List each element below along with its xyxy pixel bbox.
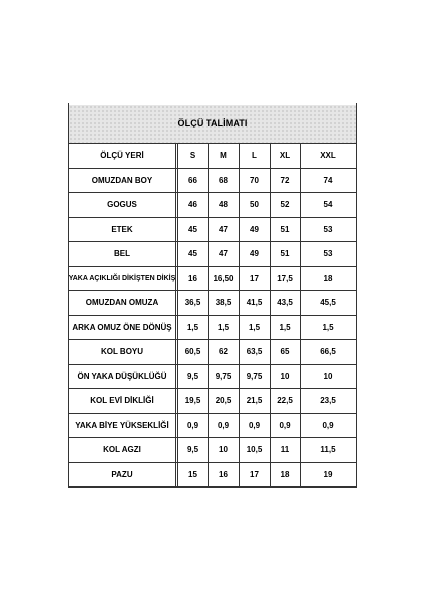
cell-size-s: 36,5 <box>184 298 201 308</box>
cell-size-xl: 52 <box>280 200 290 210</box>
cell-size-m: 47 <box>219 249 228 259</box>
cell-size-xxl: 53 <box>323 249 333 259</box>
cell-size-s: 0,9 <box>186 420 199 430</box>
column-divider <box>300 144 301 487</box>
cell-size-xxl: 74 <box>323 175 333 185</box>
column-divider <box>208 144 209 487</box>
cell-size-m: 9,75 <box>215 371 232 381</box>
table-row <box>69 267 356 292</box>
table-row <box>69 316 356 341</box>
cell-size-point: KOL EVİ DİKLİĞİ <box>90 396 154 406</box>
cell-size-l: 50 <box>250 200 259 210</box>
header-size-xl: XL <box>279 151 291 161</box>
header-size-point: ÖLÇÜ YERİ <box>100 151 144 161</box>
cell-size-xxl: 11,5 <box>320 445 336 455</box>
cell-size-xl: 43,5 <box>277 298 293 308</box>
cell-size-point: GOGUS <box>107 200 137 210</box>
cell-size-point: OMUZDAN BOY <box>91 175 153 185</box>
cell-size-l: 9,75 <box>246 371 263 381</box>
cell-size-m: 16,50 <box>213 273 234 283</box>
column-divider <box>239 144 240 487</box>
cell-size-xl: 0,9 <box>279 420 291 430</box>
cell-size-s: 19,5 <box>184 396 201 406</box>
cell-size-s: 1,5 <box>186 322 199 332</box>
cell-size-s: 46 <box>188 200 197 210</box>
cell-size-xxl: 10 <box>323 371 333 381</box>
cell-size-m: 10 <box>219 445 228 455</box>
cell-size-xxl: 45,5 <box>320 298 336 308</box>
cell-size-xxl: 0,9 <box>322 420 334 430</box>
cell-size-xxl: 66,5 <box>320 347 336 357</box>
header-row <box>69 144 356 169</box>
cell-size-m: 47 <box>219 224 228 234</box>
cell-size-m: 38,5 <box>215 298 232 308</box>
cell-size-point: BEL <box>114 249 130 259</box>
cell-size-s: 45 <box>188 224 197 234</box>
table-row <box>69 169 356 194</box>
cell-size-xl: 11 <box>280 445 290 455</box>
header-size-m: M <box>220 151 227 161</box>
cell-size-xxl: 23,5 <box>320 396 336 406</box>
header-size-s: S <box>189 151 196 161</box>
table-row <box>69 242 356 267</box>
cell-size-l: 70 <box>250 175 259 185</box>
header-size-xxl: XXL <box>320 151 336 161</box>
size-chart-table <box>68 103 357 488</box>
cell-size-m: 62 <box>219 347 228 357</box>
cell-size-xl: 51 <box>280 224 290 234</box>
cell-size-l: 49 <box>250 249 259 259</box>
cell-size-xxl: 53 <box>323 224 333 234</box>
cell-size-m: 1,5 <box>217 322 230 332</box>
cell-size-point: OMUZDAN OMUZA <box>85 298 159 308</box>
cell-size-l: 49 <box>250 224 259 234</box>
cell-size-m: 68 <box>219 175 228 185</box>
cell-size-point: PAZU <box>111 469 133 479</box>
cell-size-l: 17 <box>250 469 259 479</box>
cell-size-xl: 22,5 <box>277 396 293 406</box>
cell-size-m: 48 <box>219 200 228 210</box>
cell-size-s: 66 <box>188 175 197 185</box>
cell-size-l: 10,5 <box>246 445 263 455</box>
table-row <box>69 365 356 390</box>
cell-size-point: YAKA AÇIKLIĞI DİKİŞTEN DİKİŞ <box>69 274 175 282</box>
cell-size-point: ETEK <box>111 224 133 234</box>
cell-size-m: 16 <box>219 469 228 479</box>
cell-size-l: 0,9 <box>248 420 261 430</box>
table-row <box>69 414 356 439</box>
cell-size-xl: 72 <box>280 175 290 185</box>
cell-size-point: KOL BOYU <box>100 347 144 357</box>
table-row <box>69 340 356 365</box>
cell-size-xxl: 54 <box>323 200 333 210</box>
cell-size-xl: 18 <box>280 469 290 479</box>
table-row <box>69 438 356 463</box>
cell-size-point: YAKA BİYE YÜKSEKLİĞİ <box>75 420 169 430</box>
cell-size-l: 17 <box>250 273 259 283</box>
table-row <box>69 291 356 316</box>
cell-size-xxl: 18 <box>323 273 333 283</box>
cell-size-s: 45 <box>188 249 197 259</box>
cell-size-s: 9,5 <box>186 445 199 455</box>
cell-size-xxl: 19 <box>323 469 333 479</box>
column-divider <box>175 144 176 487</box>
cell-size-point: ÖN YAKA DÜŞÜKLÜĞÜ <box>77 371 167 381</box>
cell-size-s: 9,5 <box>186 371 199 381</box>
table-row <box>69 389 356 414</box>
cell-size-s: 60,5 <box>184 347 201 357</box>
table-title: ÖLÇÜ TALİMATI <box>177 118 248 128</box>
column-divider <box>270 144 271 487</box>
cell-size-xl: 10 <box>280 371 290 381</box>
cell-size-l: 21,5 <box>246 396 263 406</box>
cell-size-m: 20,5 <box>215 396 232 406</box>
column-divider <box>177 144 178 487</box>
cell-size-l: 41,5 <box>246 298 263 308</box>
cell-size-xl: 51 <box>280 249 290 259</box>
table-row <box>69 218 356 243</box>
cell-size-point: ARKA OMUZ ÖNE DÖNÜŞ <box>72 322 172 332</box>
cell-size-s: 16 <box>188 273 197 283</box>
table-row <box>69 193 356 218</box>
cell-size-xl: 1,5 <box>279 322 291 332</box>
cell-size-xl: 17,5 <box>277 273 293 283</box>
cell-size-xxl: 1,5 <box>322 322 334 332</box>
title-band <box>69 105 356 144</box>
cell-size-s: 15 <box>188 469 197 479</box>
cell-size-point: KOL AGZI <box>103 445 141 455</box>
cell-size-xl: 65 <box>280 347 290 357</box>
cell-size-l: 1,5 <box>248 322 261 332</box>
table-row <box>69 463 356 488</box>
cell-size-m: 0,9 <box>217 420 230 430</box>
header-size-l: L <box>252 151 257 161</box>
cell-size-l: 63,5 <box>246 347 263 357</box>
